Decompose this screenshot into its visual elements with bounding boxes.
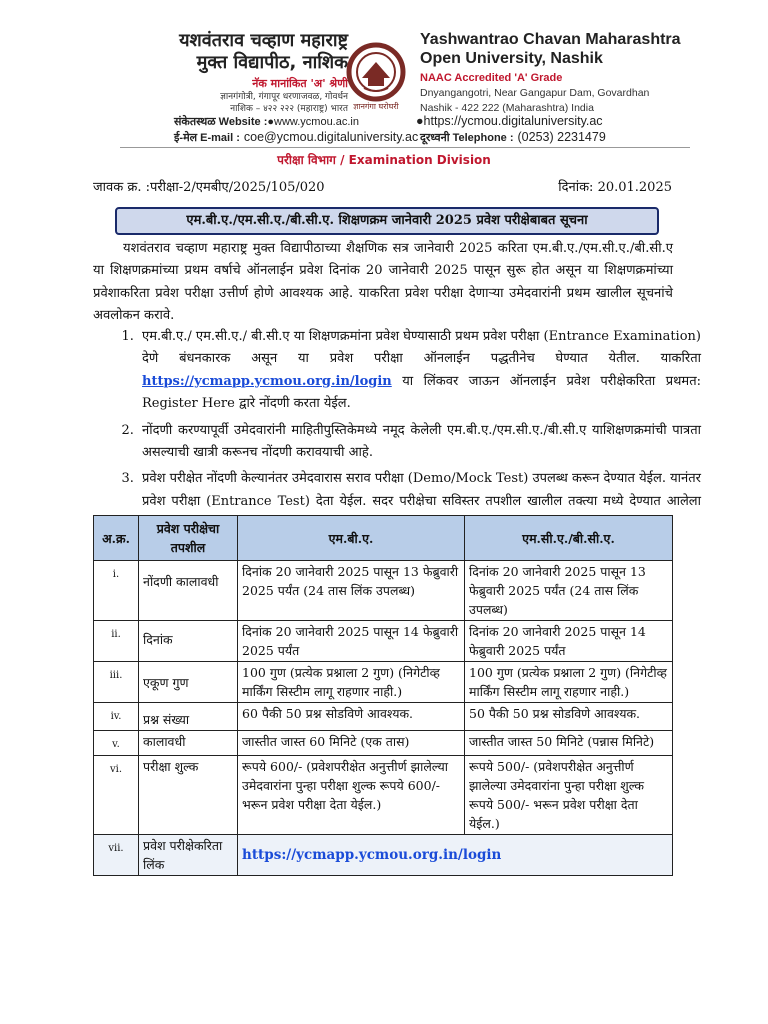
address-en-2: Nashik - 422 222 (Maharashtra) India xyxy=(420,102,594,114)
website-line xyxy=(174,114,359,129)
header-divider xyxy=(120,147,690,148)
website-label: संकेतस्थळ Website : xyxy=(174,116,268,128)
cell-mca: रूपये 500/- (प्रवेशपरीक्षेत अनुत्तीर्ण झालेल्या उमेदवारांना पुन्हा परीक्षा शुल्क रूपये 500/- भरून प्रवेश परीक्षा देता येईल.) xyxy=(465,756,673,835)
row-label: प्रश्न संख्या xyxy=(139,703,238,731)
table-row-link xyxy=(94,835,673,876)
row-number: iii. xyxy=(94,662,139,703)
row-number: ii. xyxy=(94,621,139,662)
naac-grade-mr: नॅक मानांकित 'अ' श्रेणी xyxy=(252,77,348,90)
row-label: दिनांक xyxy=(139,621,238,662)
instruction-1-text-b: या लिंकवर जाऊन ऑनलाईन प्रवेश परीक्षेकरिता प्रथमत: Register Here द्वारे नोंदणी करता येईल. xyxy=(142,373,701,412)
cell-mca: 100 गुण (प्रत्येक प्रश्नाला 2 गुण) (निगेटीव्ह मार्किंग सिस्टीम लागू राहणार नाही.) xyxy=(465,662,673,703)
letter-date: दिनांक: 20.01.2025 xyxy=(558,180,672,195)
address-mr-1: ज्ञानगंगोत्री, गंगापूर धरणाजवळ, गोवर्धन xyxy=(220,92,348,102)
cell-entrance-link xyxy=(238,835,673,876)
table-header-row xyxy=(94,516,673,561)
row-label: एकूण गुण xyxy=(139,662,238,703)
instructions-list xyxy=(110,326,701,540)
row-label: प्रवेश परीक्षेकरिता लिंक xyxy=(139,835,238,876)
cell-mca: दिनांक 20 जानेवारी 2025 पासून 14 फेब्रुवारी 2025 पर्यंत xyxy=(465,621,673,662)
naac-grade-en: NAAC Accredited 'A' Grade xyxy=(420,72,563,84)
instruction-1 xyxy=(138,326,701,416)
entrance-exam-link[interactable]: https://ycmapp.ycmou.org.in/login xyxy=(242,847,502,863)
letterhead xyxy=(0,0,768,175)
row-label: परीक्षा शुल्क xyxy=(139,756,238,835)
row-label: नोंदणी कालावधी xyxy=(139,561,238,621)
address-en-1: Dnyangangotri, Near Gangapur Dam, Govardhan xyxy=(420,87,650,99)
intro-paragraph xyxy=(93,238,673,328)
col-header-detail: प्रवेश परीक्षेचा तपशील xyxy=(139,516,238,561)
cell-mba: जास्तीत जास्त 60 मिनिटे (एक तास) xyxy=(238,731,465,756)
division-title: परीक्षा विभाग / Examination Division xyxy=(277,153,491,167)
reference-number: जावक क्र. :परीक्षा-2/एमबीए/2025/105/020 xyxy=(93,180,325,195)
university-logo-icon xyxy=(344,42,408,108)
cell-mba: दिनांक 20 जानेवारी 2025 पासून 13 फेब्रुवारी 2025 पर्यंत (24 तास लिंक उपलब्ध) xyxy=(238,561,465,621)
cell-mba: 100 गुण (प्रत्येक प्रश्नाला 2 गुण) (निगेटीव्ह मार्किंग सिस्टीम लागू राहणार नाही.) xyxy=(238,662,465,703)
phone-number: (0253) 2231479 xyxy=(517,130,606,144)
email-label: ई-मेल E-mail : xyxy=(174,132,240,144)
letterhead-english xyxy=(420,30,760,114)
university-name-mr-1: यशवंतराव चव्हाण महाराष्ट्र xyxy=(179,30,348,51)
cell-mba: दिनांक 20 जानेवारी 2025 पासून 14 फेब्रुवारी 2025 पर्यंत xyxy=(238,621,465,662)
table-row xyxy=(94,756,673,835)
row-label: कालावधी xyxy=(139,731,238,756)
phone-line xyxy=(420,130,606,145)
row-number: vii. xyxy=(94,835,139,876)
col-header-no: अ.क्र. xyxy=(94,516,139,561)
row-number: v. xyxy=(94,731,139,756)
instruction-1-text-a: एम.बी.ए./ एम.सी.ए./ बी.सी.ए या शिक्षणक्रमांना प्रवेश घेण्यासाठी प्रथम प्रवेश परीक्षा (Entrance Examination) देणे बंधनकारक असून या प्रवेश परीक्षा ऑनलाईन पद्धतीनेच घेण्यात येतील. याकरिता xyxy=(142,329,701,367)
intro-text: यशवंतराव चव्हाण महाराष्ट्र मुक्त विद्यापीठाच्या शैक्षणिक सत्र जानेवारी 2025 करिता एम.बी.ए./एम.सी.ए./बी.सी.ए या शिक्षणक्रमांच्या प्रथम वर्षाचे ऑनलाईन प्रवेश दिनांक 20 जानेवारी 2025 पासून सुरू होत असून या शिक्षणक्रमांच्या प्रवेशाकरिता प्रवेश परीक्षा उत्तीर्ण होणे आवश्यक आहे. याकरिता प्रवेश परीक्षा देणाऱ्या उमेदवारांनी प्रथम खालील सूचनांचे अवलोकन करावे. xyxy=(93,241,673,324)
university-name-en-2: Open University, Nashik xyxy=(420,50,603,67)
row-number: vi. xyxy=(94,756,139,835)
university-name-mr-2: मुक्त विद्यापीठ, नाशिक xyxy=(196,52,348,73)
email-address[interactable]: coe@ycmou.digitaluniversity.ac xyxy=(243,130,419,144)
row-number: i. xyxy=(94,561,139,621)
table-row xyxy=(94,621,673,662)
letterhead-marathi xyxy=(118,30,348,115)
email-line xyxy=(174,130,418,145)
instruction-2: 2. नोंदणी करण्यापूर्वी उमेदवारांनी माहितीपुस्तिकेमध्ये नमूद केलेली एम.बी.ए./एम.सी.ए./बी.सी.ए याशिक्षणक्रमांची पात्रता असल्याची खात्री करूनच नोंदणी करावयाची आहे. xyxy=(138,420,701,465)
cell-mca: दिनांक 20 जानेवारी 2025 पासून 13 फेब्रुवारी 2025 पर्यंत (24 तास लिंक उपलब्ध) xyxy=(465,561,673,621)
registration-link[interactable]: https://ycmapp.ycmou.org.in/login xyxy=(142,373,392,389)
table-row xyxy=(94,731,673,756)
cell-mba: 60 पैकी 50 प्रश्न सोडविणे आवश्यक. xyxy=(238,703,465,731)
website-2[interactable]: ●https://ycmou.digitaluniversity.ac xyxy=(416,114,603,128)
logo-caption: ज्ञानगंगा घरोघरी xyxy=(353,102,399,111)
col-header-mca: एम.सी.ए./बी.सी.ए. xyxy=(465,516,673,561)
address-mr-2: नाशिक – ४२२ २२२ (महाराष्ट्र) भारत xyxy=(230,104,348,114)
exam-details-table xyxy=(93,515,673,876)
cell-mca: जास्तीत जास्त 50 मिनिटे (पन्नास मिनिटे) xyxy=(465,731,673,756)
website-2-line xyxy=(412,114,603,128)
table-row xyxy=(94,561,673,621)
subject-banner: एम.बी.ए./एम.सी.ए./बी.सी.ए. शिक्षणक्रम जानेवारी 2025 प्रवेश परीक्षेबाबत सूचना xyxy=(115,207,659,235)
website-1[interactable]: ●www.ycmou.ac.in xyxy=(267,116,359,128)
instruction-3: 3. प्रवेश परीक्षेत नोंदणी केल्यानंतर उमेदवारास सराव परीक्षा (Demo/Mock Test) उपलब्ध करून देण्यात येईल. यानंतर प्रवेश परीक्षा (Entrance Test) देता येईल. सदर परीक्षेचा सविस्तर तपशील खालील तक्त्या मध्ये देण्यात आलेला xyxy=(138,468,701,535)
row-number: iv. xyxy=(94,703,139,731)
university-name-en-1: Yashwantrao Chavan Maharashtra xyxy=(420,31,681,48)
phone-label: दूरध्वनी Telephone : xyxy=(420,132,514,144)
table-row xyxy=(94,703,673,731)
cell-mca: 50 पैकी 50 प्रश्न सोडविणे आवश्यक. xyxy=(465,703,673,731)
table-row xyxy=(94,662,673,703)
col-header-mba: एम.बी.ए. xyxy=(238,516,465,561)
cell-mba: रूपये 600/- (प्रवेशपरीक्षेत अनुत्तीर्ण झालेल्या उमेदवारांना पुन्हा परीक्षा शुल्क रूपये 600/- भरून प्रवेश परीक्षा देता येईल.) xyxy=(238,756,465,835)
